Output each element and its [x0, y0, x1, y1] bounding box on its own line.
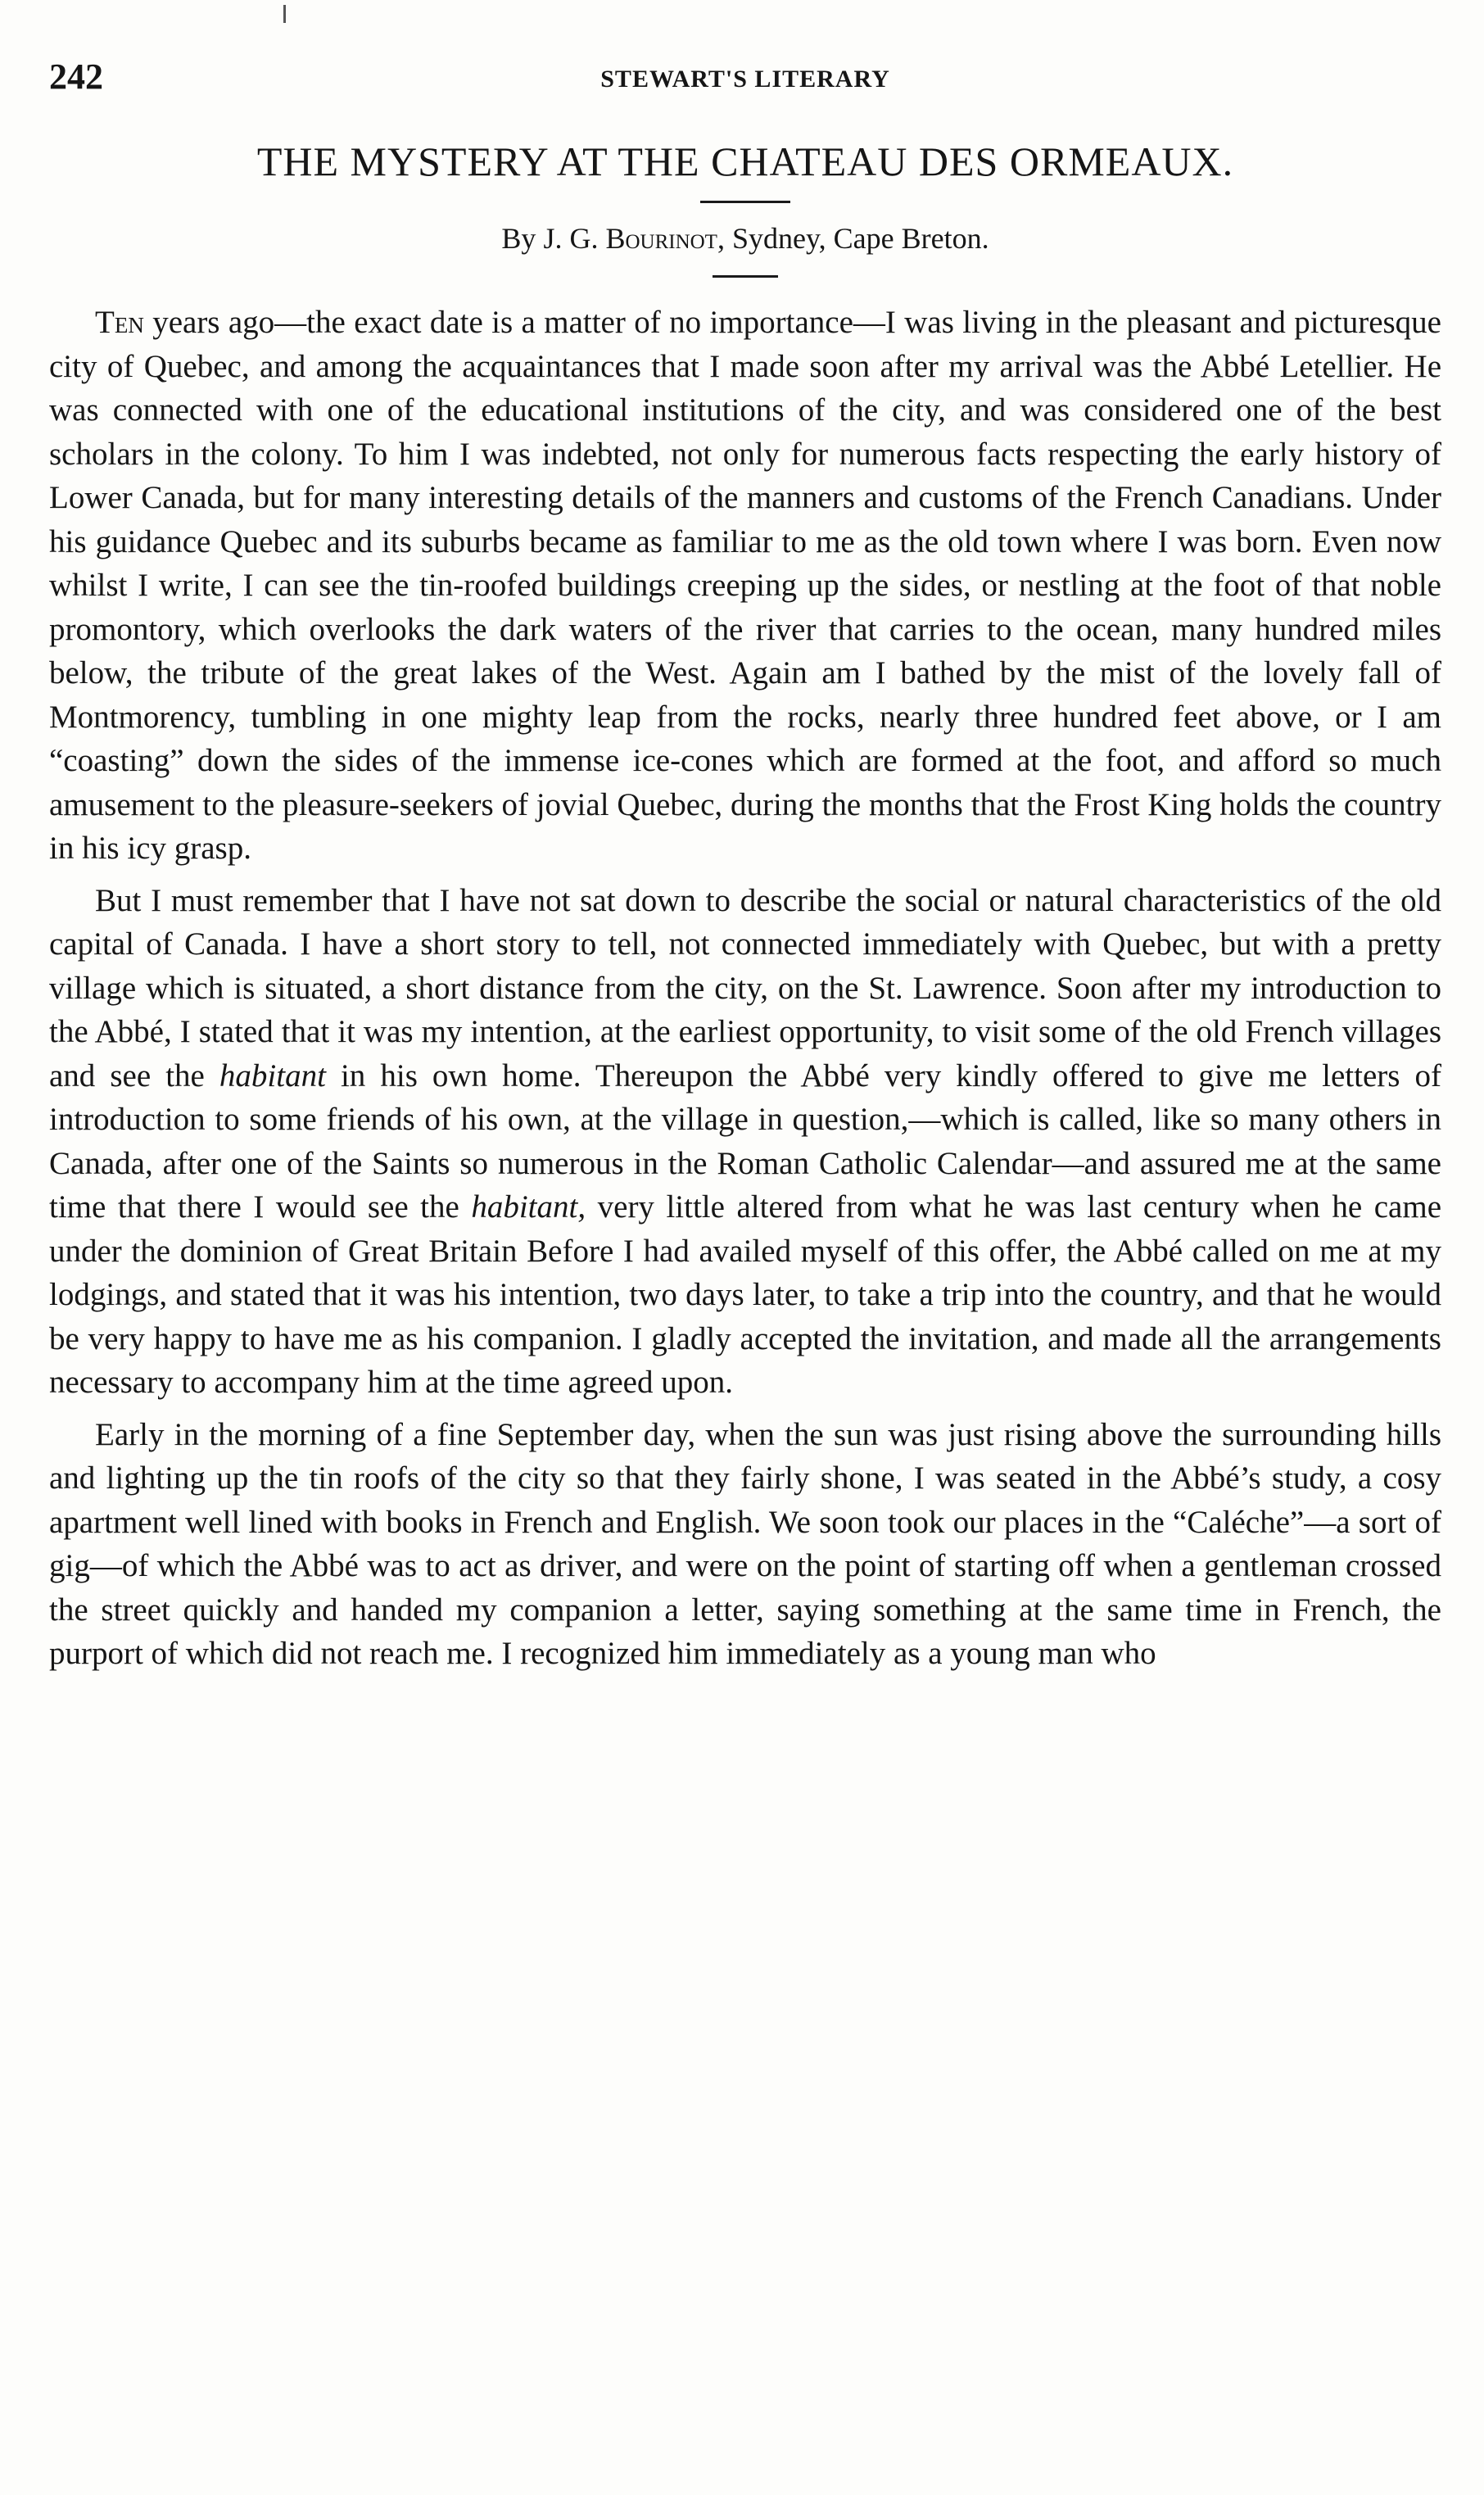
document-page — [49, 49, 1441, 1676]
byline-author: J. G. Bourinot, — [543, 222, 725, 255]
byline — [49, 221, 1441, 256]
paragraph-1-text: years ago—the exact date is a matter of no importance—I was living in the pleasant and picturesque city of Quebec, and among the acquaintances that I made soon after my arrival was the Abbé Letellier. He was connected with one of the educational institutions of the city, and was considered one of the best scholars in the colony. To him I was indebted, not only for numerous facts respecting the early history of Lower Canada, but for many interesting details of the manners and customs of the French Canadians. Under his guidance Quebec and its suburbs became as familiar to me as the old town where I was born. Even now whilst I write, I can see the tin-roofed buildings creeping up the sides, or nestling at the foot of that noble promontory, which overlooks the dark waters of the river that carries to the ocean, many hundred miles below, the tribute of the great lakes of the West. Again am I bathed by the mist of the lovely fall of Montmorency, tumbling in one mighty leap from the rocks, nearly three hundred feet above, or I am “coasting” down the sides of the immense ice-cones which are formed at the foot, and afford so much amusement to the pleasure-seekers of jovial Quebec, during the months that the Frost King holds the country in his icy grasp. — [49, 305, 1441, 866]
paragraph-2-seg3: very little altered from what he was last century when he came under the dominion of Great Britain Before I had availed myself of this offer, the Abbé called on me at my lodgings, and stated that it was his intention, two days later, to take a trip into the country, and that he would be very happy to have me as his companion. I gladly accepted the invitation, and made all the arrangements necessary to accompany him at the time agreed upon. — [49, 1189, 1442, 1400]
title-rule — [700, 201, 790, 203]
paragraph-2-seg2: in his own home. Thereupon the Abbé very kindly offered to give me letters of introduction to some friends of his own, at the village in question,—which is called, like so many others in Canada, after one of the Saints so numerous in the Roman Catholic Calendar—and assured me at the same time that there I would see the — [49, 1057, 1441, 1225]
byline-location: Sydney, Cape Breton. — [731, 222, 989, 255]
paragraph-1-lead: Ten — [95, 305, 144, 340]
paragraph-2 — [49, 879, 1441, 1405]
scan-speck — [283, 5, 286, 23]
article-title: THE MYSTERY AT THE CHATEAU DES ORMEAUX. — [256, 138, 1234, 184]
paragraph-2-italic1: habitant — [219, 1057, 326, 1094]
byline-prefix: By — [501, 222, 536, 255]
byline-rule — [713, 275, 778, 278]
running-head — [49, 49, 1441, 106]
page-number: 242 — [49, 57, 103, 97]
paragraph-1 — [49, 301, 1441, 871]
paragraph-3-text: Early in the morning of a fine September day, when the sun was just rising above the surrounding hills and lighting up the tin roofs of the city so that they fairly shone, I was seated in the Abbé’s study, a cosy apartment well lined with books in French and English. We soon took our places in the “Caléche”—a sort of gig—of which the Abbé was to act as driver, and were on the point of starting off when a gentleman crossed the street quickly and handed my companion a letter, saying something at the same time in French, the purport of which did not reach me. I recognized him immediately as a young man who — [49, 1416, 1441, 1671]
paragraph-2-seg1: But I must remember that I have not sat down to describe the social or natural characteristics of the old capital of Canada. I have a short story to tell, not connected immediately with Quebec, but with a pretty village which is situated, a short distance from the city, on the St. Lawrence. Soon after my introduction to the Abbé, I stated that it was my intention, at the earliest opportunity, to visit some of the old French villages and see the — [49, 882, 1441, 1094]
paragraph-2-italic2: habitant, — [471, 1189, 586, 1225]
paragraph-3 — [49, 1413, 1441, 1676]
article-body — [49, 301, 1441, 1676]
running-title: STEWART'S LITERARY — [600, 66, 890, 93]
